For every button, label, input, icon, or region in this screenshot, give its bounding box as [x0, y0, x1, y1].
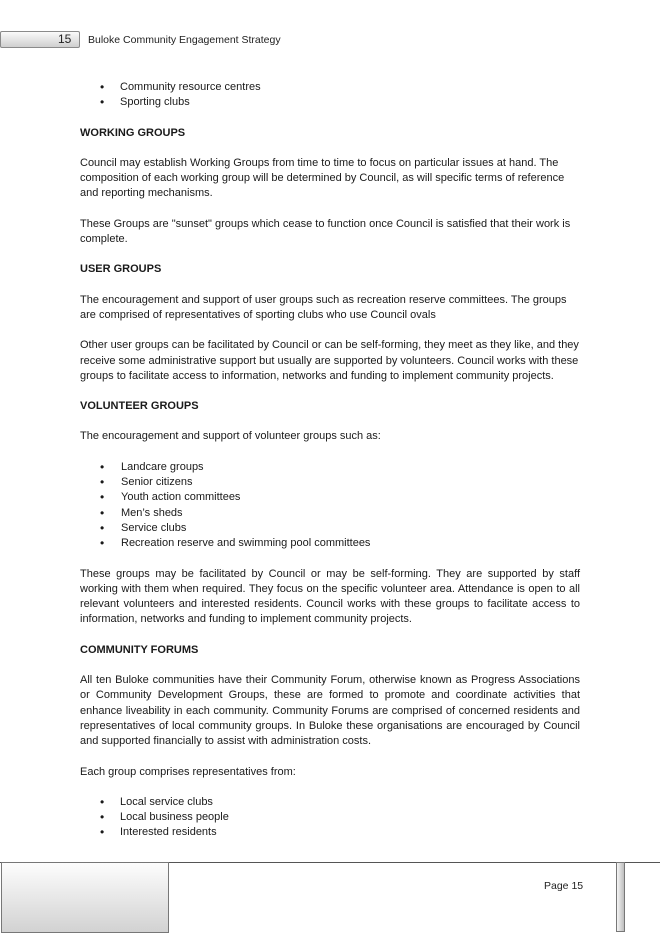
volunteer-groups-paragraph: These groups may be facilitated by Council or may be self-forming. They are supported by staff working with them when required. They focus on the specific volunteer area. Attendance is open to all relevant volunteers and interested residents. Council works with these groups to facilitate access to information, networks and funding to implement community projects.	[80, 567, 580, 626]
community-forums-paragraph: All ten Buloke communities have their Community Forum, otherwise known as Progress Associations or Community Development Groups, these are formed to promote and coordinate activities that enhance liveability in each community. Community Forums are comprised of concerned residents and representatives of local community groups. In Buloke these organisations are encouraged by Council and supported financially to assist with administration costs.	[80, 674, 580, 748]
list-item: • Service clubs	[80, 521, 580, 536]
user-groups-paragraph-1: The encouragement and support of user groups such as recreation reserve committees. The groups are comprised of representatives of sporting clubs who use Council ovals	[80, 293, 567, 321]
working-groups-heading: WORKING GROUPS	[80, 126, 186, 139]
list-item: • Landcare groups	[80, 460, 580, 475]
header-title: Buloke Community Engagement Strategy	[88, 34, 281, 46]
user-groups-heading: USER GROUPS	[80, 263, 162, 276]
footer-decoration-box	[1, 862, 169, 933]
list-item: • Interested residents	[80, 825, 580, 840]
list-item: • Local service clubs	[80, 795, 580, 810]
working-groups-paragraph-1: Council may establish Working Groups from time to time to focus on particular issues at hand. The composition of each working group will be determined by Council, as will specific terms of reference and reporting mechanisms.	[80, 156, 565, 200]
community-forums-list	[80, 795, 580, 841]
community-forums-heading: COMMUNITY FORUMS	[80, 643, 199, 656]
header-page-number: 15	[58, 32, 72, 46]
footer-page-label: Page 15	[544, 880, 584, 892]
page-content	[80, 80, 580, 841]
list-item: • Youth action committees	[80, 490, 580, 505]
community-forums-intro: Each group comprises representatives from:	[80, 765, 296, 778]
user-groups-paragraph-2: Other user groups can be facilitated by Council or can be self-forming, they meet as they like, and they receive some administrative support but usually are supported by volunteers. Council works with these groups to facilitate access to information, networks and funding to implement community projects.	[80, 339, 579, 382]
list-item: • Local business people	[80, 810, 580, 825]
list-item: • Recreation reserve and swimming pool committees	[80, 536, 580, 551]
list-item: • Community resource centres	[80, 80, 580, 95]
list-item: • Senior citizens	[80, 475, 580, 490]
footer-decoration-bar	[616, 862, 625, 932]
top-bullet-list	[80, 80, 580, 111]
working-groups-paragraph-2: These Groups are "sunset" groups which cease to function once Council is satisfied that their work is complete.	[80, 217, 571, 246]
list-item: • Men’s sheds	[80, 506, 580, 521]
list-item: • Sporting clubs	[80, 95, 580, 110]
volunteer-groups-intro: The encouragement and support of volunteer groups such as:	[80, 430, 381, 443]
volunteer-groups-list	[80, 460, 580, 552]
volunteer-groups-heading: VOLUNTEER GROUPS	[80, 400, 199, 413]
